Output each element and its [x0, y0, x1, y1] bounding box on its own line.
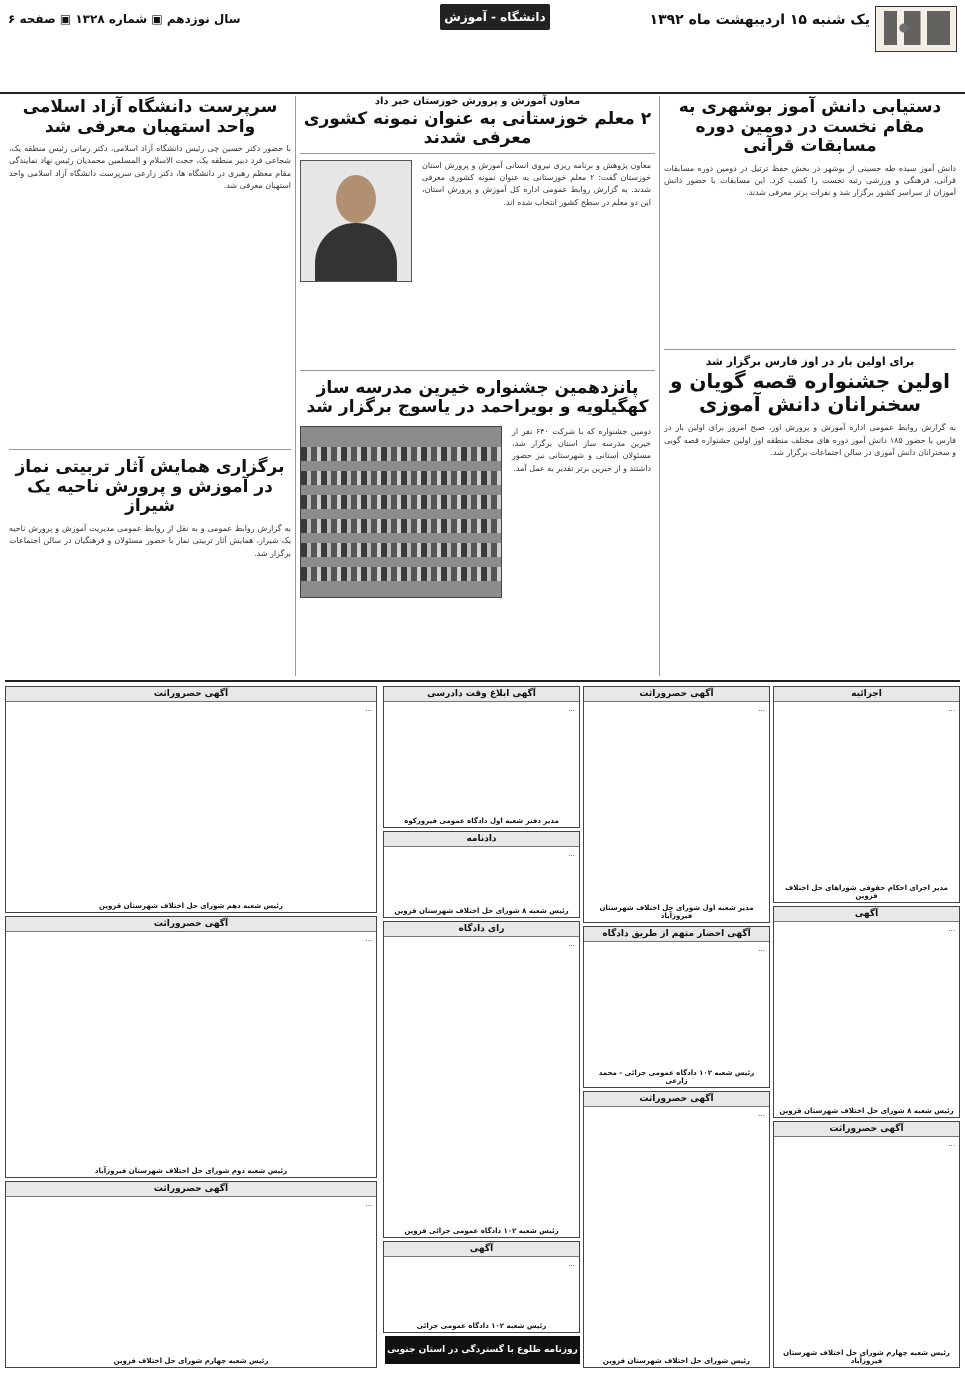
- story-body: به گزارش روابط عمومی و به نقل از روابط عمومی مدیریت آموزش و پرورش ناحیه یک شیراز، همایش آثار تربیتی نماز با حضور مسئولان و فرهنگیان در سالن اجتماعات برگزار شد.: [9, 523, 291, 558]
- notice-body: ...: [568, 705, 575, 713]
- notice-body: ...: [365, 935, 372, 943]
- legal-notice: [383, 686, 580, 828]
- story-headline: پانزدهمین جشنواره خیرین مدرسه ساز کهگیلویه و بویراحمد در یاسوج برگزار شد: [300, 370, 655, 422]
- notice-signature: رئیس شورای حل اختلاف شهرستان قزوین: [602, 1357, 751, 1365]
- legal-notice: [5, 686, 377, 913]
- logo-mark-icon: [884, 11, 950, 45]
- legal-notice: [5, 916, 377, 1178]
- story-body: معاون پژوهش و برنامه ریزی نیروی انسانی آموزش و پرورش استان خوزستان گفت: ۲ معلم خوزستانی به عنوان نمونه کشوری معرفی شدند. به گزارش روابط عمومی اداره کل آموزش و پرورش استان، این دو معلم در سطح کشور انتخاب شده اند.: [422, 160, 651, 207]
- notice-body: ...: [568, 940, 575, 948]
- notice-body: ...: [948, 705, 955, 713]
- legal-notice: [383, 1241, 580, 1333]
- notice-body: ...: [948, 1140, 955, 1148]
- legal-notice: [773, 906, 960, 1118]
- legal-notice: [773, 686, 960, 903]
- story-body: دومین جشنواره که با شرکت ۶۴۰ نفر از خیرین مدرسه ساز استان برگزار شد، مسئولان استانی و شهرستانی نیز حضور داشتند و از خیرین برتر تقدیر به عمل آمد.: [512, 426, 651, 473]
- notice-body: ...: [568, 1260, 575, 1268]
- notice-signature: رئیس شعبه ۸ شورای حل اختلاف شهرستان قزوین: [779, 1107, 954, 1115]
- story-headline: ۲ معلم خوزستانی به عنوان نمونه کشوری معرفی شدند: [300, 108, 655, 154]
- notice-title: آگهی: [774, 907, 959, 922]
- newspaper-logo: [875, 6, 957, 52]
- story-headline: دستیابی دانش آموز بوشهری به مقام نخست در دومین دوره مسابقات قرآنی: [678, 97, 942, 157]
- issue-date: یک شنبه ۱۵ اردیبهشت ماه ۱۳۹۲: [649, 12, 870, 28]
- section-label: دانشگاه - آموزش و پرورش: [440, 4, 550, 30]
- notice-title: آگهی: [384, 1242, 579, 1257]
- story-kicker: برای اولین بار در اوز فارس برگزار شد: [705, 354, 915, 368]
- legal-notice: [383, 831, 580, 918]
- notice-body: ...: [365, 1200, 372, 1208]
- story-body: به گزارش روابط عمومی اداره آموزش و پرورش اوز، صبح امروز برای اولین بار در فارس با حضور ۱۸۵ دانش آموز دوره های مختلف منطقه اوز اولین جشنواره قصه گویی و سخنرانان دانش آموزی در سالن اجتماعات برگزار شد.: [664, 423, 957, 458]
- notice-signature: رئیس شعبه ۱۰۲ دادگاه عمومی جزائی قزوین: [404, 1227, 559, 1235]
- legal-notice: [583, 686, 770, 923]
- notice-title: آگهی حصروراثت: [774, 1122, 959, 1137]
- story-body: با حضور دکتر حسین چی رئیس دانشگاه آزاد اسلامی، دکتر زمانی رئیس منطقه یک، شجاعی فرد دبیر منطقه یک، حجت الاسلام و المسلمین محمدیان رئیس نهاد نمایندگی مقام معظم رهبری در دانشگاه ها، دکتر زارعی سرپرست دانشگاه آزاد اسلامی واحد استهبان معرفی شد.: [9, 144, 291, 191]
- notice-body: ...: [948, 925, 955, 933]
- story-body: دانش آموز سیده طه حسینی از بوشهر در بخش حفظ ترتیل در دومین دوره مسابقات قرآنی، فرهنگی و ورزشی رتبه نخست را کسب کرد. این مسابقات با حضور دانش آموزان از سراسر کشور برگزار شد و نفرات برتر معرفی شدند.: [664, 163, 956, 198]
- notice-body: ...: [758, 705, 765, 713]
- notice-signature: رئیس شعبه چهارم شورای حل اختلاف قزوین: [113, 1357, 269, 1365]
- notice-signature: رئیس شعبه ۸ شورای حل اختلاف شهرستان قزوین: [394, 907, 569, 915]
- story-headline: سرپرست دانشگاه آزاد اسلامی واحد استهبان معرفی شد: [22, 97, 278, 137]
- notice-title: آگهی حصروراثت: [584, 1092, 769, 1107]
- story-kicker: معاون آموزش و پرورش خوزستان خبر داد: [374, 96, 581, 107]
- notice-body: ...: [365, 705, 372, 713]
- notice-title: آگهی حصروراثت: [6, 917, 376, 932]
- right-column: [659, 96, 960, 676]
- notice-signature: مدیر دفتر شعبه اول دادگاه عمومی فیروزکوه: [404, 817, 559, 825]
- notice-title: دادنامه: [384, 832, 579, 847]
- legal-notices-section: [5, 686, 960, 1383]
- notice-signature: رئیس شعبه دوم شورای حل اختلاف شهرستان فیروزآباد: [94, 1167, 288, 1175]
- notice-title: آگهی حصروراثت: [6, 1182, 376, 1197]
- notice-title: رای دادگاه: [384, 922, 579, 937]
- story-headline: اولین جشنواره قصه گویان و سخنرانان دانش آموزی: [669, 369, 951, 417]
- notice-signature: رئیس شعبه ۱۰۲ دادگاه عمومی جزائی - محمد زارعی: [598, 1069, 755, 1085]
- notice-title: آگهی حصروراثت: [584, 687, 769, 702]
- legal-notice: [383, 921, 580, 1238]
- story-headline: برگزاری همایش آثار تربیتی نماز در آموزش و پرورش ناحیه یک شیراز: [15, 457, 285, 517]
- left-column: [5, 96, 296, 676]
- notice-title: اجرائیه: [774, 687, 959, 702]
- masthead: [0, 0, 965, 94]
- official-portrait-photo: [300, 160, 412, 282]
- legal-notice: [583, 1091, 770, 1368]
- notice-body: ...: [568, 850, 575, 858]
- ads-divider: [5, 680, 960, 682]
- notice-body: ...: [758, 1110, 765, 1118]
- legal-notice: [773, 1121, 960, 1368]
- subscription-banner: روزنامه طلوع با گستردگی در استان جنوبی آگهی و اشتراک می پذیرد: [385, 1336, 580, 1364]
- notice-signature: مدیر شعبه اول شورای حل اختلاف شهرستان فیروزآباد: [599, 904, 754, 920]
- notice-signature: رئیس شعبه ۱۰۲ دادگاه عمومی جزائی: [416, 1322, 547, 1330]
- legal-notice: [583, 926, 770, 1088]
- notice-signature: رئیس شعبه دهم شورای حل اختلاف شهرستان قزوین: [99, 902, 283, 910]
- notice-title: آگهی ابلاغ وقت دادرسی: [384, 687, 579, 702]
- ceremony-crowd-photo: [300, 426, 502, 598]
- notice-title: آگهی احضار متهم از طریق دادگاه: [584, 927, 769, 942]
- notice-body: ...: [758, 945, 765, 953]
- middle-column: [300, 96, 655, 676]
- legal-notice: [5, 1181, 377, 1368]
- notice-signature: مدیر اجرای احکام حقوقی شوراهای حل اختلاف قزوین: [785, 884, 948, 900]
- issue-number: سال نوزدهم ▣ شماره ۱۳۲۸ ▣ صفحه ۶: [8, 12, 241, 26]
- notice-title: آگهی حصروراثت: [6, 687, 376, 702]
- notice-signature: رئیس شعبه چهارم شورای حل اختلاف شهرستان فیروزآباد: [783, 1349, 950, 1365]
